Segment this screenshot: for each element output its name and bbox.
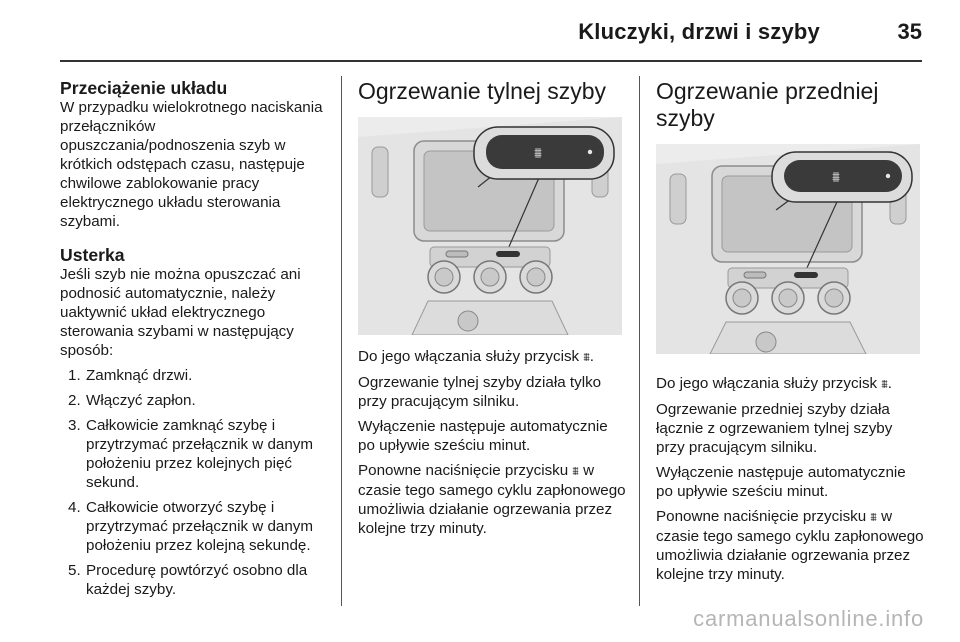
dashboard-illustration-svg <box>656 144 920 354</box>
front-heater-heading: Ogrzewanie przedniej szyby <box>656 78 879 131</box>
list-item <box>60 561 330 599</box>
step-text: Procedurę powtórzyć osobno dla każdej szyby. <box>86 562 308 598</box>
step-number: 2. <box>68 392 81 409</box>
fault-text: Jeśli szyb nie można opuszczać ani podnosić automatycznie, należy uaktywnić układ elektrycznego sterowania szybami w następujący sposób: <box>60 266 301 359</box>
right-column <box>656 78 924 584</box>
overload-text: W przypadku wielokrotnego naciskania przełączników opuszczania/podnoszenia szyb w krótkich odstępach czasu, następuje chwilowe zablokowanie pracy elektrycznego układu sterowania szybami. <box>60 99 323 230</box>
overload-heading: Przeciążenie układu <box>60 78 228 98</box>
column-divider <box>639 76 640 606</box>
step-number: 1. <box>68 367 81 384</box>
rear-heater-text-3: Wyłączenie następuje automatycznie po upływie sześciu minut. <box>358 418 608 454</box>
rear-heater-text-4-end: w czasie tego samego cyklu zapłonowego umożliwia działanie ogrzewania przez kolejne trzy minuty. <box>358 462 626 537</box>
svg-text:⩩: ⩩ <box>534 144 543 162</box>
list-item <box>60 366 330 385</box>
window-heater-icon: ⩩ <box>870 510 877 524</box>
header-title: Kluczyki, drzwi i szyby <box>578 19 820 44</box>
rear-heater-text-4: Ponowne naciśnięcie przycisku <box>358 462 573 479</box>
list-item <box>60 416 330 492</box>
header-rule <box>60 60 922 62</box>
front-heater-text-3: Wyłączenie następuje automatycznie po upływie sześciu minut. <box>656 464 906 500</box>
dashboard-illustration <box>358 117 622 335</box>
front-heater-text-2: Ogrzewanie przedniej szyby działa łącznie z ogrzewaniem tylnej szyby przy pracującym silniku. <box>656 401 893 456</box>
rear-heater-text-1-end: . <box>589 348 595 365</box>
rear-heater-text-1: Do jego włączania służy przycisk <box>358 348 584 365</box>
middle-column <box>358 78 626 538</box>
step-number: 3. <box>68 417 81 434</box>
watermark: carmanualsonline.info <box>693 606 924 631</box>
rear-heater-heading: Ogrzewanie tylnej szyby <box>358 78 606 104</box>
front-heater-text-1-end: . <box>887 375 893 392</box>
dashboard-illustration <box>656 144 920 362</box>
front-heater-text-4: Ponowne naciśnięcie przycisku <box>656 508 871 525</box>
step-text: Zamknąć drzwi. <box>86 367 193 384</box>
rear-window-heater-icon: ⩩ <box>583 350 590 364</box>
left-column <box>60 78 330 605</box>
page-number: 35 <box>897 19 922 44</box>
step-text: Całkowicie zamknąć szybę i przytrzymać przełącznik w danym położeniu przez kolejnych pięć sekund. <box>86 417 314 491</box>
steps-list <box>60 366 330 599</box>
front-heater-text-4-end: w czasie tego samego cyklu zapłonowego umożliwia działanie ogrzewania przez kolejne trzy minuty. <box>656 508 924 583</box>
rear-window-heater-icon: ⩩ <box>572 464 579 478</box>
step-number: 5. <box>68 562 81 579</box>
page-header <box>0 0 960 62</box>
step-text: Całkowicie otworzyć szybę i przytrzymać przełącznik w danym położeniu przez kolejną sekundę. <box>86 499 314 554</box>
svg-text:⩩: ⩩ <box>832 168 841 186</box>
rear-heater-text-2: Ogrzewanie tylnej szyby działa tylko przy pracującym silniku. <box>358 374 602 410</box>
step-number: 4. <box>68 499 81 516</box>
window-heater-icon: ⩩ <box>881 377 888 391</box>
dashboard-illustration-svg <box>358 117 622 335</box>
column-divider <box>341 76 342 606</box>
step-text: Włączyć zapłon. <box>86 392 196 409</box>
list-item <box>60 391 330 410</box>
list-item <box>60 498 330 555</box>
fault-heading: Usterka <box>60 245 125 265</box>
front-heater-text-1: Do jego włączania służy przycisk <box>656 375 882 392</box>
